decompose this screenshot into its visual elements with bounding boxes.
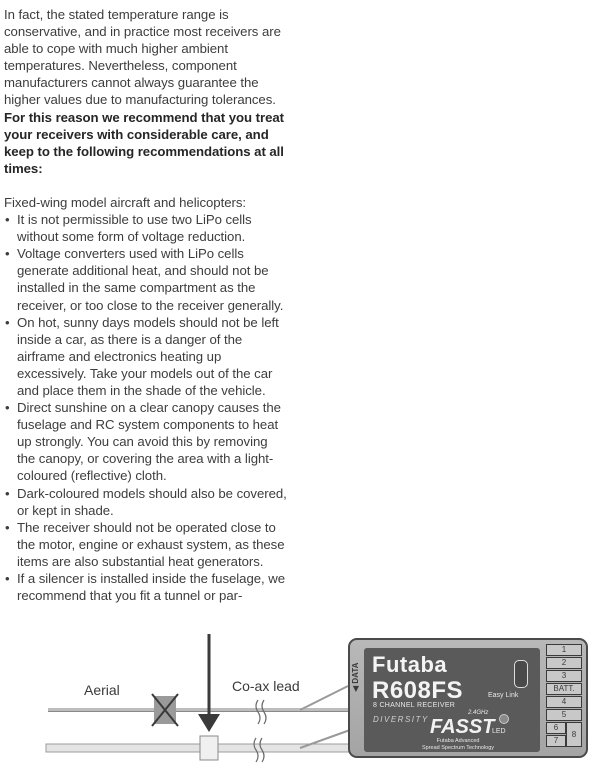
receiver-subtitle: 8 CHANNEL RECEIVER <box>373 702 456 709</box>
aerial-label: Aerial <box>84 682 120 698</box>
list-item: • On hot, sunny days models should not be left inside a car, as there is a danger of the airframe and electronics heating up excessively. Take your models out of the car and place them in the shade of the vehicle. <box>4 314 288 399</box>
receiver-unit <box>348 638 588 758</box>
port-label: 7 <box>553 736 559 745</box>
intro-paragraph: In fact, the stated temperature range is conservative, and in practice most receivers are able to cope with much higher ambient temperatures. Nevertheless, component manufacturers cannot always guarantee the higher values due to manufacturing tolerances. <box>4 7 281 108</box>
data-text: DATA <box>351 662 360 684</box>
section-heading: Fixed-wing model aircraft and helicopters: <box>4 194 246 210</box>
diversity-label: DIVERSITY <box>373 715 429 724</box>
aerial-tube-lower <box>46 744 350 752</box>
port-label: 3 <box>561 671 567 680</box>
port-batt <box>546 683 582 695</box>
port-8 <box>566 722 582 747</box>
port-label: 2 <box>561 658 567 667</box>
tech-line-1: Futaba Advanced <box>436 738 480 744</box>
easy-link-label: Easy Link <box>488 692 519 699</box>
port-label: 5 <box>561 710 567 719</box>
list-item: • If a silencer is installed inside the fuselage, we recommend that you fit a tunnel or par- <box>4 570 288 604</box>
led-label: LED <box>492 728 506 735</box>
coax-lead-line <box>300 686 348 710</box>
list-item: • It is not permissible to use two LiPo cells without some form of voltage reduction. <box>4 211 288 245</box>
port-6 <box>546 722 566 734</box>
led-indicator-icon <box>499 714 509 724</box>
technology-label <box>422 738 494 751</box>
brand-logo: Futaba <box>372 652 448 677</box>
aerial-wire-upper-shadow <box>48 711 348 712</box>
coax-lead-label: Co-ax lead <box>232 678 300 694</box>
list-item: • Dark-coloured models should also be covered, or kept in shade. <box>4 485 288 519</box>
port-1 <box>546 644 582 656</box>
model-name: R608FS <box>372 677 464 704</box>
text-column <box>4 6 288 604</box>
tube-clamp <box>200 736 218 760</box>
port-label: BATT. <box>553 684 575 693</box>
tech-line-2: Spread Spectrum Technology <box>422 744 495 751</box>
port-label: 8 <box>571 730 577 739</box>
easy-link-button-icon <box>514 660 528 688</box>
port-4 <box>546 696 582 708</box>
data-port-label: ◀ DATA <box>351 662 360 692</box>
port-label: 4 <box>561 697 567 706</box>
port-3 <box>546 670 582 682</box>
aerial-routing-figure <box>0 620 600 768</box>
port-7 <box>546 735 566 747</box>
list-item: • Direct sunshine on a clear canopy causes the fuselage and RC system components to heat up strongly. You can avoid this by removing the canopy, or covering the area with a light-coloured (reflective) cloth. <box>4 399 288 484</box>
recommendation-list <box>4 211 288 604</box>
port-label: 6 <box>553 723 559 732</box>
recommendation-paragraph: For this reason we recommend that you treat your receivers with considerable care, and keep to the following recommendations at all times: <box>4 109 284 176</box>
fasst-logo: FASST <box>430 716 495 738</box>
port-5 <box>546 709 582 721</box>
frequency-label: 2.4GHz <box>468 710 489 716</box>
port-2 <box>546 657 582 669</box>
down-arrow-icon <box>198 714 220 732</box>
list-item: • The receiver should not be operated close to the motor, engine or exhaust system, as these items are also substantial heat generators. <box>4 519 288 570</box>
list-item: • Voltage converters used with LiPo cells generate additional heat, and should not be installed in the same compartment as the receiver, or too close to the receiver generally. <box>4 245 288 313</box>
port-label: 1 <box>561 645 567 654</box>
receiver-label-panel <box>364 648 540 752</box>
spacer <box>4 177 288 194</box>
